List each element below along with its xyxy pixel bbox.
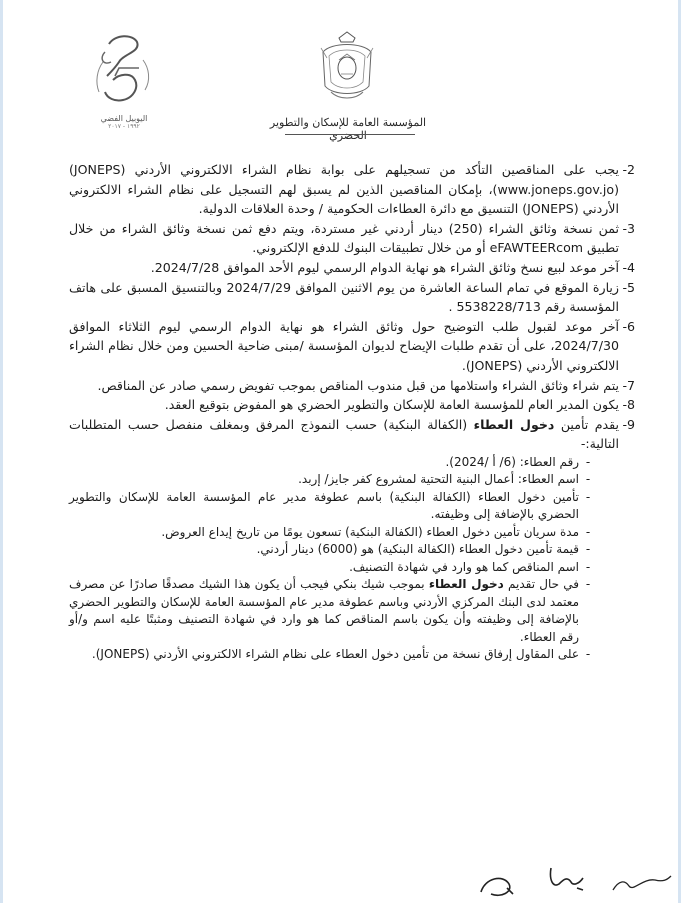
bullet-dash: - [585,472,591,487]
list-item [69,160,635,219]
item9-text-bold: دخول العطاء [473,416,555,432]
bullet-item [69,524,597,542]
bullet-item [69,471,597,489]
bullet-text: رقم العطاء: (6/ أ /2024). [445,454,579,469]
bullet-text: اسم المناقص كما هو وارد في شهادة التصنيف. [349,559,579,574]
item-text [69,415,619,454]
item-number: 5- [622,279,635,295]
bullet-item [69,646,597,664]
bullet-dash: - [585,559,591,574]
item-number: 9- [622,416,635,432]
bullet-text: تأمين دخول العطاء (الكفالة البنكية) باسم عطوفة مدير عام المؤسسة العامة للإسكان والتطوير الحضري بالإضافة إلى وظيفته. [69,489,579,522]
bullet-text: قيمة تأمين دخول العطاء (الكفالة البنكية) هو (6000) دينار أردني. [256,542,579,557]
bullet-text: مدة سريان تأمين دخول العطاء (الكفالة البنكية) تسعون يومًا من تاريخ إيداع العروض. [161,524,579,539]
bullet-dash: - [585,524,591,539]
bullet-item-cheque [69,576,597,646]
item-number: 4- [622,259,635,275]
cheque-text-before: في حال تقديم [503,577,579,592]
item-number: 2- [622,162,635,177]
royal-crest [317,30,377,110]
list-item [69,395,635,415]
item-number: 7- [622,377,635,393]
list-item [69,219,635,258]
cheque-text-after: بموجب شيك بنكي فيجب أن يكون هذا الشيك مصدقًا صادرًا عن مصرف معتمد لدى البنك المركزي الأردني وباسم عطوفة مدير عام المؤسسة العامة للإسكان والتطوير الحضري بالإضافة إلى وظيفته وأن يكون باسم المناقص كما هو وارد في شهادة التصنيف ومثبتًا عليه اسم و/أو رقم العطاء. [69,577,579,644]
bullet-item [69,541,597,559]
list-item [69,278,635,317]
item-text: زيارة الموقع في تمام الساعة العاشرة من يوم الاثنين الموافق 2024/7/29 وبالتنسيق المسبق على هاتف المؤسسة رقم 5538228/713 . [69,279,619,315]
bullet-text [69,576,579,646]
item9-text-before: يقدم تأمين [554,416,620,432]
organization-underline [285,134,415,135]
bullet-dash: - [585,454,591,469]
jubilee-years: ١٩٩٢ - ٢٠١٧ [108,123,140,130]
signature-icon [473,858,673,898]
bullet-dash: - [585,489,591,504]
item-text: ثمن نسخة وثائق الشراء (250) دينار أردني غير مستردة، ويتم دفع ثمن نسخة وثائق الشراء من خلال تطبيق eFAWTEERcom أو من خلال تطبيقات البنوك للدفع الإلكتروني. [69,220,620,256]
list-item [69,376,635,396]
item-text: آخر موعد لقبول طلب التوضيح حول وثائق الشراء هو نهاية الدوام الرسمي ليوم الثلاثاء الموافق 2024/7/30، على أن تقدم طلبات الإيضاح لديوان المؤسسة /مبنى ضاحية الحسين ومن خلال نظام الشراء الالكتروني الأردني (JONEPS). [69,318,619,373]
list-item [69,258,635,278]
list-item-9 [69,415,635,454]
list-item [69,317,635,376]
item-number: 8- [622,397,635,413]
item-text: يكون المدير العام للمؤسسة العامة للإسكان والتطوير الحضري هو المفوض بتوقيع العقد. [164,397,619,413]
item-number: 3- [622,220,635,236]
item9-text-after: (الكفالة البنكية) حسب النموذج المرفق وبمغلف منفصل حسب المتطلبات التالية:- [69,416,619,452]
bullet-dash: - [585,542,591,557]
document-body [69,160,635,664]
jubilee-caption: اليوبيل الفضي [100,114,148,123]
jordan-crest-icon [317,30,377,110]
cheque-text-bold: دخول العطاء [428,577,504,592]
signatures [473,858,673,898]
bullet-dash: - [585,647,591,662]
bullet-text: اسم العطاء: أعمال البنية التحتية لمشروع كفر جايز/ إربد. [298,472,579,487]
bullet-item [69,559,597,577]
item-text: آخر موعد لبيع نسخ وثائق الشراء هو نهاية الدوام الرسمي ليوم الأحد الموافق 2024/7/28. [150,259,619,275]
item-text: يجب على المناقصين التأكد من تسجيلهم على بوابة نظام الشراء الالكتروني الأردني (JONEPS) (www.joneps.gov.jo)، بإمكان المناقصين الذين لم يسبق لهم التسجيل على نظام الشراء الالكتروني الأردني (JONEPS) التنسيق مع دائرة العطاءات الحكومية / وحدة العلاقات الدولية. [69,162,619,217]
item-number: 6- [622,318,635,334]
silver-jubilee-logo [89,32,159,134]
item-text: يتم شراء وثائق الشراء واستلامها من قبل مندوب المناقص بموجب تفويض رسمي صادر عن المناقص. [97,377,619,393]
requirements-list [69,454,635,664]
bullet-dash: - [585,577,591,592]
bullet-item [69,454,597,472]
organization-name: المؤسسة العامة للإسكان والتطوير الحضري [269,116,427,142]
bullet-text: على المقاول إرفاق نسخة من تأمين دخول العطاء على نظام الشراء الالكتروني الأردني (JONEPS). [91,647,579,662]
bullet-item [69,489,597,524]
jubilee-25-icon [89,32,159,110]
